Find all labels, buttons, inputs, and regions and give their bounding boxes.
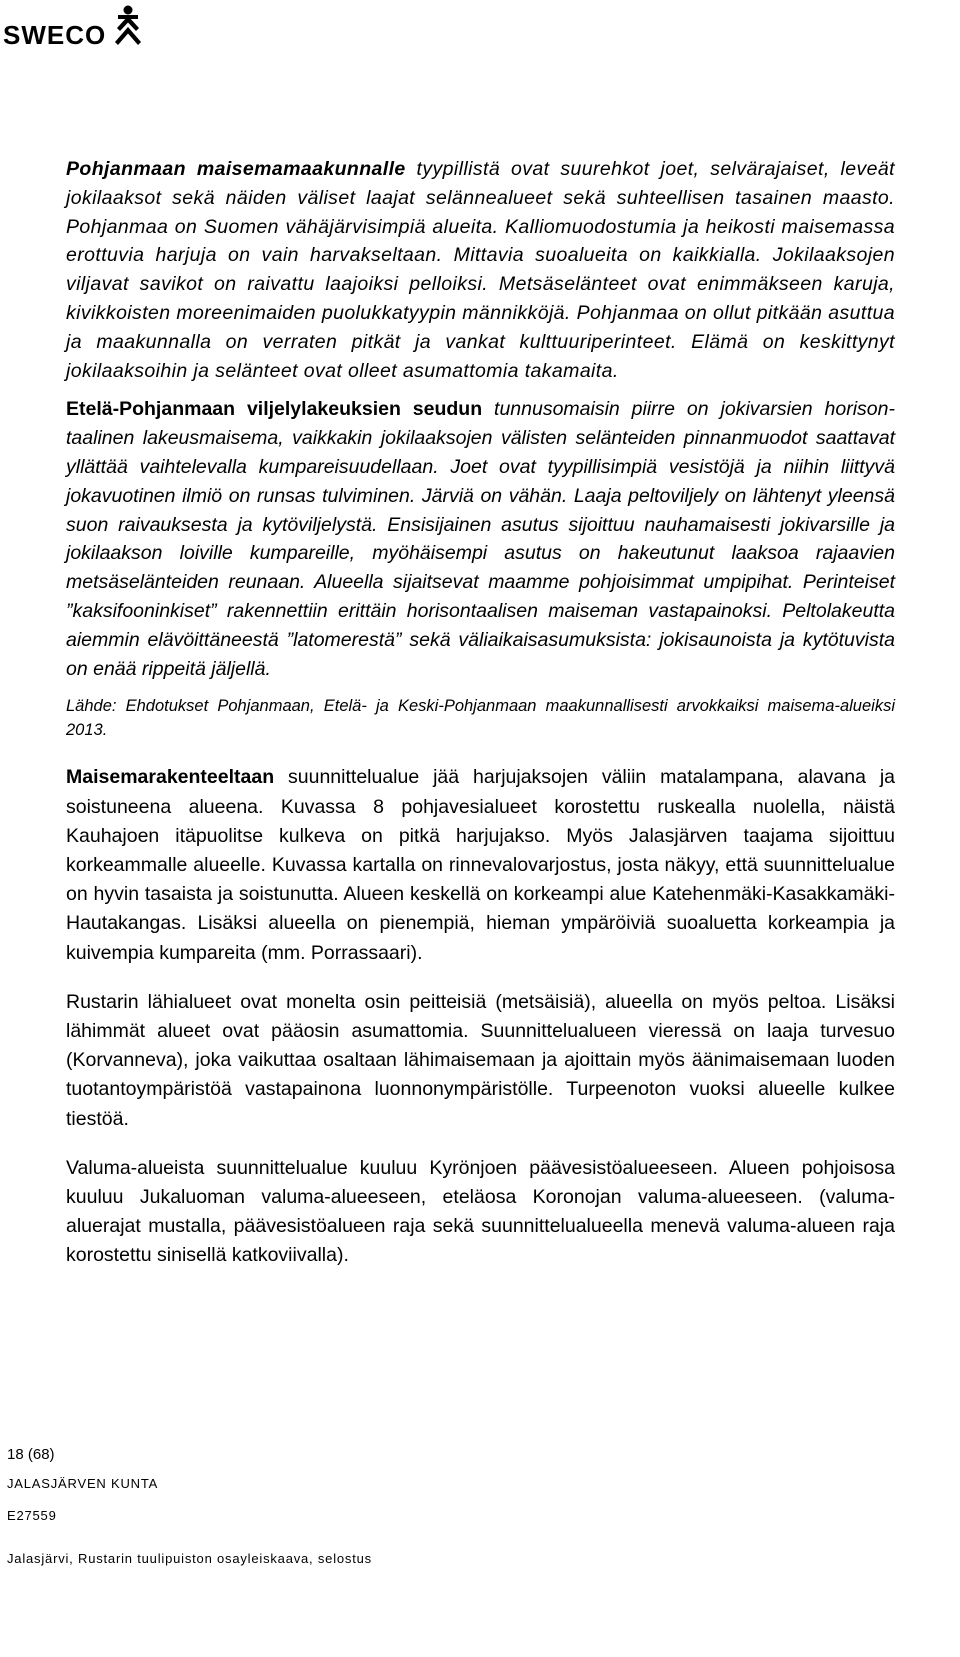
logo-text: SWECO <box>3 20 107 50</box>
paragraph-lead: Maisemarakenteeltaan <box>66 766 275 789</box>
paragraph-surroundings: Rustarin lähialueet ovat monelta osin peitteisiä (metsäisiä), alueella on myös peltoa. Lisäksi lähimmät alueet ovat pääosin asumattomia. Suunnittelualueen vieressä on laaja turvesuo (Korvanneva), joka vaikuttaa osaltaan lähimaisemaan ja ajoittain myös äänimaisemaan luoden tuotantoympäristöä vastapainona luonnonympäristölle. Turpeenoton vuoksi alueelle kulkee tiestöä. <box>66 990 895 1130</box>
sweco-logo-mark-icon <box>108 4 148 46</box>
footer-project-code: E27559 <box>7 1508 57 1523</box>
paragraph-lead: Pohjanmaan maisemamaakunnalle <box>66 158 406 180</box>
paragraph-cultivated-plains <box>66 395 895 683</box>
paragraph-catchment-areas: Valuma-alueista suunnittelualue kuuluu Kyrönjoen päävesistöalueeseen. Alueen pohjoisosa kuuluu Jukaluoman valuma-alueeseen, eteläosa Koronojan valuma-alueeseen. (valuma-aluerajat mustalla, päävesistöalueen raja sekä suunnittelualueella menevä valuma-alueen raja korostettu sinisellä katkoviivalla). <box>66 1156 895 1267</box>
page-number: 18 (68) <box>7 1446 55 1463</box>
source-citation: Lähde: Ehdotukset Pohjanmaan, Etelä- ja Keski-Pohjanmaan maakunnallisesti arvokkaiksi maisema-alueiksi 2013. <box>66 697 895 740</box>
paragraph-text: suunnittelualue jää harjujaksojen väliin matalampana, alavana ja soistuneena alueena. Kuvassa 8 pohjavesialueet korostettu ruskealla nuolella, näistä Kauhajoen itäpuolitse kulkeva on pitkä harjujakso. Myös Jalasjärven taajama sijoittuu korkeammalle alueelle. Kuvassa kartalla on rinnevalovarjostus, josta näkyy, että suunnittelualue on hyvin tasaista ja soistunutta. Alueen keskellä on korkeampi alue Katehenmäki-Kasakkamäki-Hautakangas. Lisäksi alueella on pienempiä, hieman ympäröiviä suoaluetta korkeampia ja kuivempia kumpareita (mm. Porrassaari). <box>66 766 895 964</box>
sweco-logo <box>3 4 148 48</box>
paragraph-landscape-structure <box>66 763 895 967</box>
paragraph-lead: Etelä-Pohjanmaan viljelylakeuksien seudun <box>66 398 483 421</box>
paragraph-text: tunnusomaisin piirre on jokivarsien horisontaalinen lakeusmaisema, vaikkakin jokilaaksojen välisten selänteiden pinnanmuodot saattavat yllättää vaihtelevalla kumpareisuudellaan. Joet ovat tyypillisimpiä vesistöjä ja niihin liittyvä jokavuotinen ilmiö on runsas tulviminen. Järviä on vähän. Laaja peltoviljely on lähtenyt yleensä suon raivauksesta ja kytöviljelystä. Ensisijainen asutus sijoittuu nauhamaisesti jokivarsille ja jokilaakson loiville kumpareille, myöhäisempi asutus on hakeutunut laaksoa rajaavien metsäselänteiden reunaan. Alueella sijaitsevat maamme pohjoisimmat umpipihat. Perinteiset ”kaksifooninkiset” rakennettiin erittäin horisontaalisen maiseman vastapainoksi. Peltolakeutta aiemmin elävöittäneestä ”latomerestä” sekä väliaikaisasumuksista: jokisaunoista ja kytötuvista on enää rippeitä jäljellä. <box>66 398 895 680</box>
paragraph-text: tyypillistä ovat suurehkot joet, selvärajaiset, leveät jokilaaksot sekä näiden väliset laajat selännealueet sekä suhteellisen tasainen maasto. Pohjanmaa on Suomen vähäjärvisimpiä alueita. Kalliomuodostumia ja heikosti maisemassa erottuvia harjuja on vain harvakseltaan. Mittavia suoalueita on kaikkialla. Jokilaaksojen viljavat savikot on raivattu laajoiksi pelloiksi. Metsäselänteet ovat enimmäkseen karuja, kivikkoisten moreenimaiden puolukkatyypin männikköjä. Pohjanmaa on ollut pitkään asuttua ja maakunnalla on verraten pitkät ja vankat kulttuuriperinteet. Elämä on keskittynyt jokilaaksoihin ja selänteet ovat olleet asumattomia takamaita. <box>66 158 895 382</box>
footer-document-title: Jalasjärvi, Rustarin tuulipuiston osayleiskaava, selostus <box>7 1551 372 1566</box>
document-body <box>66 155 895 1271</box>
paragraph-landscape-province <box>66 155 895 385</box>
footer-organization: JALASJÄRVEN KUNTA <box>7 1476 159 1491</box>
